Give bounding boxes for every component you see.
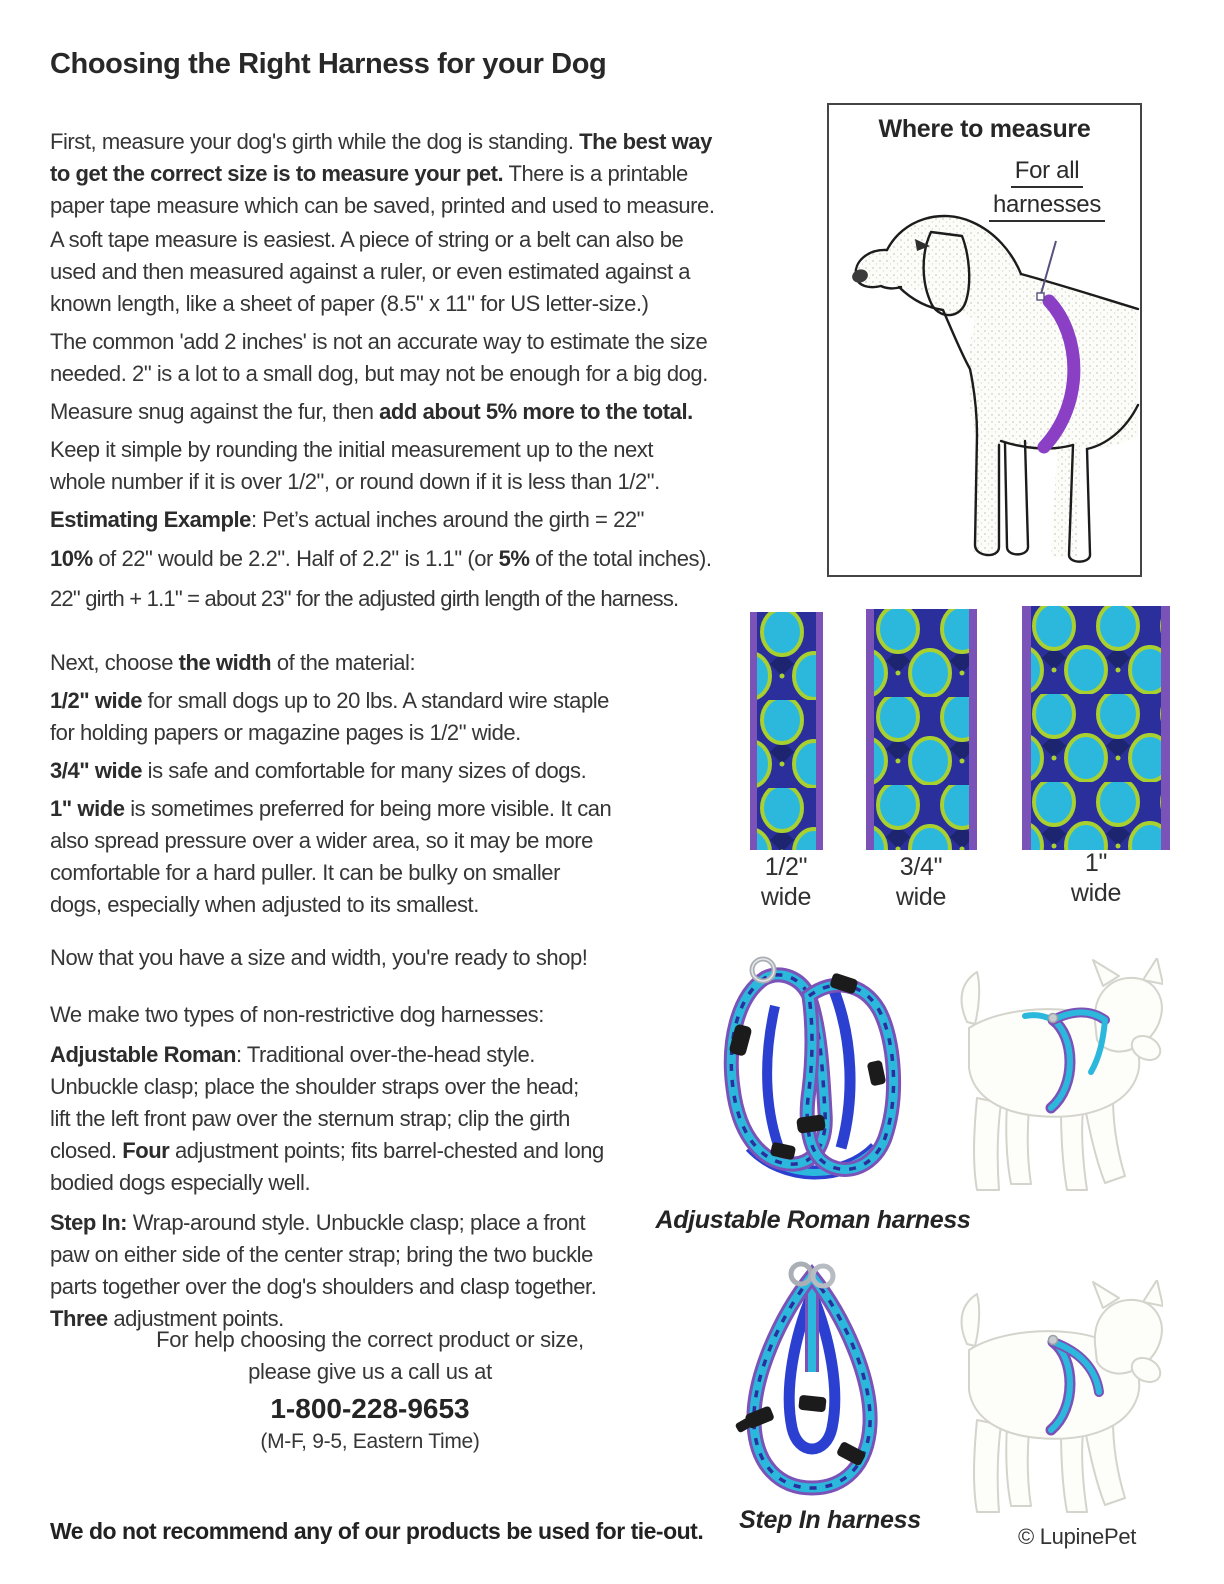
metal-ring-icon [1049,1014,1058,1023]
webbing-swatch-one-inch [1022,606,1170,850]
measure-box-title: Where to measure [878,115,1091,143]
help-line-2: please give us a call us at [248,1359,492,1384]
footer-note: We do not recommend any of our products be used for tie-out. [50,1518,704,1544]
copyright: © LupinePet [1018,1524,1137,1549]
dog-ear [924,232,970,315]
paragraph: Step In: Wrap-around style. Unbuckle clasp; place a front paw on either side of the center strap; bring the two buckle parts together over the dog's shoulders and clasp together. Three adjustment points. [50,1210,597,1331]
webbing-swatch-three-quarter-inch [866,609,977,850]
paragraph: Now that you have a size and width, you're ready to shop! [50,945,588,970]
measure-box [827,103,1142,577]
paragraph: Keep it simple by rounding the initial measurement up to the next whole number if it is over 1/2", or round down if it is less than 1/2". [50,437,660,494]
stepin-caption: Step In harness [739,1506,921,1534]
page-title: Choosing the Right Harness for your Dog [50,48,607,80]
swatch-label: 1" wide [1070,849,1122,907]
phone-hours: (M-F, 9-5, Eastern Time) [260,1430,480,1453]
roman-harness-photo [713,948,918,1198]
paragraph: 10% of 22" would be 2.2". Half of 2.2" is 1.1" (or 5% of the total inches). [50,546,712,571]
pointer-square [1037,293,1044,300]
roman-dog-photo [933,958,1163,1208]
paragraph: We make two types of non-restrictive dog harnesses: [50,1002,544,1027]
paragraph: Next, choose the width of the material: [50,650,416,675]
roman-caption: Adjustable Roman harness [655,1206,971,1234]
help-text [50,1324,690,1458]
paragraph: 1" wide is sometimes preferred for being more visible. It can also spread pressure over a wider area, so it may be more comfortable for a hard puller. It can be bulky on smaller dogs, especially when adjusted to its smallest. [50,796,612,917]
stepin-dog-photo [933,1280,1163,1530]
paragraph: Estimating Example: Pet’s actual inches around the girth = 22" [50,507,645,532]
paragraph: 22" girth + 1.1" = about 23" for the adjusted girth length of the harness. [50,586,679,611]
mannequin-dog [962,958,1163,1190]
stepin-harness-photo [722,1260,902,1515]
paragraph: 3/4" wide is safe and comfortable for many sizes of dogs. [50,758,587,783]
paragraph: A soft tape measure is easiest. A piece of string or a belt can also be used and then measured against a ruler, or even estimated against a known length, like a sheet of paper (8.5" x 11" for US letter-size.) [50,227,691,316]
webbing-swatch-half-inch [750,612,823,850]
paragraph: The common 'add 2 inches' is not an accurate way to estimate the size needed. 2" is a lot to a small dog, but may not be enough for a big dog. [50,329,708,386]
swatch-label: 3/4" wide [895,853,947,911]
for-all-harnesses-label: harnesses [947,191,1147,222]
paragraph: 1/2" wide for small dogs up to 20 lbs. A standard wire staple for holding papers or magazine pages is 1/2" wide. [50,688,609,745]
mannequin-dog [962,1280,1163,1512]
for-all-harnesses-label: For all [947,157,1147,188]
swatch-label: 1/2" wide [760,853,812,911]
paragraph: First, measure your dog's girth while the dog is standing. The best way to get the correct size is to measure your pet. There is a printable paper tape measure which can be saved, printed and used to measure. [50,129,715,218]
phone-number: 1-800-228-9653 [270,1393,470,1424]
metal-ring-icon [1049,1336,1058,1345]
paragraph: Measure snug against the fur, then add about 5% more to the total. [50,399,693,424]
help-line-1: For help choosing the correct product or size, [156,1327,584,1352]
paragraph: Adjustable Roman: Traditional over-the-head style. Unbuckle clasp; place the shoulder straps over the head; lift the left front paw over the sternum strap; clip the girth closed. Four adjustment points; fits barrel-chested and long bodied dogs especially well. [50,1042,604,1195]
